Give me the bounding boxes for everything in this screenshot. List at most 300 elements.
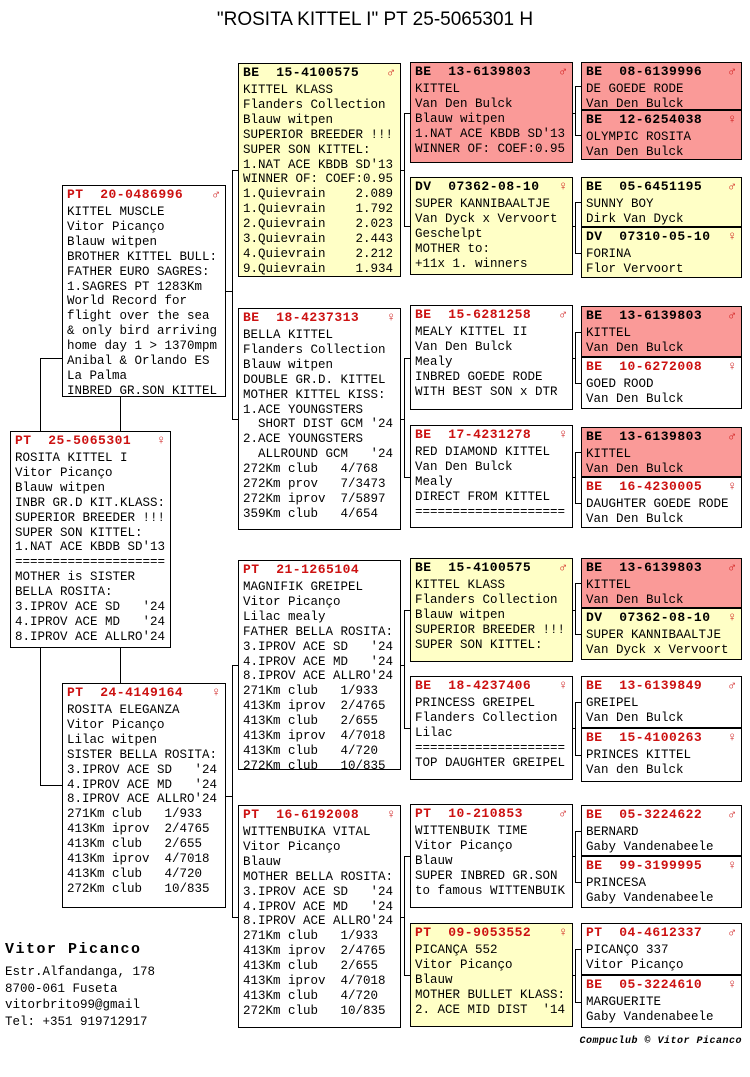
- female-icon: ♀: [728, 112, 736, 127]
- ring-number: BE 15-4100575: [415, 560, 532, 575]
- male-icon: ♂: [212, 187, 220, 202]
- connector-line: [575, 452, 581, 453]
- male-icon: ♂: [728, 925, 736, 940]
- pedigree-line: 413Km club 4/720: [67, 866, 203, 881]
- box-body: [411, 79, 572, 157]
- ring-number: BE 13-6139849: [586, 678, 703, 693]
- pedigree-line: KITTEL KLASS: [415, 578, 506, 592]
- pedigree-line: 8.IPROV ACE ALLRO'24: [243, 914, 394, 929]
- pedigree-box: [581, 477, 742, 528]
- pedigree-line: GREIPEL: [586, 696, 639, 710]
- box-header: [582, 976, 741, 992]
- male-icon: ♂: [728, 560, 736, 575]
- box-body: [582, 822, 741, 855]
- pedigree-line: 272Km iprov 7/5897: [243, 491, 386, 506]
- box-header: [411, 559, 572, 575]
- male-icon: ♂: [559, 806, 567, 821]
- pedigree-line: 413Km iprov 4/7018: [243, 729, 386, 744]
- pedigree-line: home day 1 > 1370mpm: [67, 339, 218, 354]
- box-body: [582, 693, 741, 726]
- female-icon: ♀: [728, 858, 736, 873]
- box-body: [411, 940, 572, 1018]
- pedigree-line: KITTEL: [415, 82, 461, 96]
- box-header: [239, 64, 400, 80]
- connector-line: [575, 702, 576, 755]
- pedigree-box: [581, 306, 742, 357]
- connector-line: [404, 113, 405, 226]
- pedigree-line: flight over the sea: [67, 309, 210, 324]
- connector-line: [575, 86, 581, 87]
- contact-email: vitorbrito99@gmail: [5, 998, 141, 1012]
- box-body: [239, 577, 400, 770]
- connector-line: [575, 332, 576, 383]
- connector-line: [232, 419, 238, 420]
- pedigree-box: [581, 227, 742, 278]
- pedigree-line: DE GOEDE RODE: [586, 82, 684, 96]
- ring-number: BE 16-4230005: [586, 479, 703, 494]
- box-header: [411, 178, 572, 194]
- contact-name: Vitor Picanco: [5, 941, 142, 958]
- ring-number: DV 07362-08-10: [415, 179, 540, 194]
- box-body: [411, 322, 572, 400]
- pedigree-line: SUPER KANNIBAALTJE: [415, 197, 551, 211]
- pedigree-box: [238, 805, 401, 1028]
- connector-line: [404, 113, 410, 114]
- connector-line: [575, 202, 576, 253]
- pedigree-box: [238, 560, 401, 770]
- box-header: [582, 111, 741, 127]
- box-body: [582, 194, 741, 227]
- pedigree-line: Lilac witpen: [67, 732, 158, 747]
- pedigree-line: SUPERIOR BREEDER !!!: [15, 510, 166, 525]
- ring-number: BE 13-6139803: [586, 560, 703, 575]
- ring-number: PT 16-6192008: [243, 807, 360, 822]
- pedigree-line: 413Km club 2/655: [243, 959, 379, 974]
- pedigree-line: 272Km club 10/835: [67, 881, 210, 896]
- connector-line: [404, 358, 410, 359]
- pedigree-line: TOP DAUGHTER GREIPEL: [415, 755, 566, 770]
- box-body: [582, 992, 741, 1025]
- pedigree-line: Blauw witpen: [243, 357, 334, 372]
- box-body: [63, 700, 225, 897]
- pedigree-line: Van Den Bulck: [415, 459, 513, 474]
- ring-number: BE 05-3224622: [586, 807, 703, 822]
- pedigree-line: PRINCESS GREIPEL: [415, 696, 536, 710]
- connector-line: [575, 503, 581, 504]
- pedigree-line: ====================: [15, 555, 166, 570]
- pedigree-line: SUNNY BOY: [586, 197, 654, 211]
- pedigree-box: [238, 63, 401, 277]
- pedigree-line: 271Km club 1/933: [243, 684, 379, 699]
- pedigree-box: [581, 923, 742, 975]
- pedigree-line: 272Km prov 7/3473: [243, 477, 386, 492]
- pedigree-line: 413Km iprov 2/4765: [243, 699, 386, 714]
- box-body: [582, 244, 741, 277]
- box-body: [411, 442, 572, 520]
- pedigree-line: 3.Quievrain 2.443: [243, 232, 394, 247]
- pedigree-line: Van Den Bulck: [586, 511, 684, 526]
- box-body: [411, 693, 572, 771]
- pedigree-line: RED DIAMOND KITTEL: [415, 445, 551, 459]
- pedigree-line: PRINCES KITTEL: [586, 748, 692, 762]
- box-header: [582, 559, 741, 575]
- ring-number: BE 17-4231278: [415, 427, 532, 442]
- connector-line: [575, 702, 581, 703]
- pedigree-line: 413Km iprov 2/4765: [243, 944, 386, 959]
- female-icon: ♀: [387, 807, 395, 822]
- pedigree-line: Flanders Collection: [415, 592, 558, 607]
- pedigree-line: DIRECT FROM KITTEL: [415, 489, 551, 504]
- connector-line: [575, 831, 576, 882]
- pedigree-line: 1.Quievrain 2.089: [243, 187, 394, 202]
- ring-number: BE 13-6139803: [586, 308, 703, 323]
- pedigree-line: 272Km club 10/835: [243, 1003, 386, 1018]
- box-body: [411, 194, 572, 272]
- male-icon: ♂: [728, 179, 736, 194]
- pedigree-line: 359Km club 4/654: [243, 506, 379, 521]
- male-icon: ♂: [728, 308, 736, 323]
- female-icon: ♀: [559, 179, 567, 194]
- pedigree-line: Anibal & Orlando ES: [67, 354, 210, 369]
- connector-line: [575, 755, 581, 756]
- pedigree-box: [581, 558, 742, 608]
- box-header: [411, 306, 572, 322]
- pedigree-line: 413Km club 4/720: [243, 743, 379, 758]
- pedigree-box: [581, 805, 742, 856]
- ring-number: BE 13-6139803: [586, 429, 703, 444]
- connector-line: [575, 253, 581, 254]
- pedigree-line: Geschelpt: [415, 226, 483, 241]
- connector-line: [120, 397, 121, 431]
- pedigree-line: SISTER BELLA ROSITA:: [67, 747, 218, 762]
- pedigree-line: Vitor Picanço: [243, 594, 341, 609]
- pedigree-line: SUPERIOR BREEDER !!!: [243, 127, 394, 142]
- box-header: [239, 561, 400, 577]
- pedigree-line: Blauw witpen: [67, 234, 158, 249]
- connector-line: [575, 583, 576, 634]
- connector-line: [404, 728, 410, 729]
- pedigree-line: 4.IPROV ACE MD '24: [15, 614, 166, 629]
- pedigree-line: 272Km club 10/835: [243, 758, 386, 770]
- box-body: [411, 575, 572, 653]
- ring-number: BE 13-6139803: [415, 64, 532, 79]
- contact-phone: Tel: +351 919712917: [5, 1014, 148, 1029]
- pedigree-line: FATHER BELLA ROSITA:: [243, 624, 394, 639]
- pedigree-line: Van Den Bulck: [586, 461, 684, 476]
- pedigree-line: 2.Quievrain 2.023: [243, 217, 394, 232]
- pedigree-line: DAUGHTER GOEDE RODE: [586, 497, 729, 511]
- pedigree-line: Gaby Vandenabeele: [586, 839, 714, 854]
- connector-line: [232, 917, 238, 918]
- pedigree-line: MOTHER KITTEL KISS:: [243, 387, 386, 402]
- male-icon: ♂: [728, 429, 736, 444]
- box-body: [582, 127, 741, 160]
- male-icon: ♂: [559, 64, 567, 79]
- box-header: [582, 63, 741, 79]
- pedigree-line: KITTEL KLASS: [243, 83, 334, 97]
- pedigree-line: Mealy: [415, 474, 453, 489]
- connector-line: [404, 226, 410, 227]
- pedigree-line: INBR GR.D KIT.KLASS:: [15, 495, 166, 510]
- connector-line: [575, 332, 581, 333]
- box-header: [582, 358, 741, 374]
- page-title: "ROSITA KITTEL I" PT 25-5065301 H: [216, 9, 534, 30]
- pedigree-line: Flanders Collection: [243, 97, 386, 112]
- female-icon: ♀: [728, 977, 736, 992]
- ring-number: PT 24-4149164: [67, 685, 184, 700]
- pedigree-line: Vitor Picanço: [67, 219, 165, 234]
- pedigree-box: [410, 425, 573, 528]
- pedigree-line: 271Km club 1/933: [243, 929, 379, 944]
- connector-line: [120, 648, 121, 683]
- contact-city: 8700-061 Fuseta: [5, 981, 118, 996]
- ring-number: BE 05-6451195: [586, 179, 703, 194]
- pedigree-line: ====================: [415, 504, 566, 519]
- pedigree-line: PICANÇO 337: [586, 943, 669, 957]
- connector-line: [575, 1002, 581, 1003]
- box-header: [63, 186, 225, 202]
- ring-number: PT 09-9053552: [415, 925, 532, 940]
- pedigree-line: Van den Bulck: [586, 762, 684, 777]
- pedigree-line: SUPER INBRED GR.SON: [415, 868, 558, 883]
- pedigree-line: 3.IPROV ACE SD '24: [243, 639, 394, 654]
- pedigree-line: Van Den Bulck: [586, 340, 684, 355]
- pedigree-line: Van Den Bulck: [586, 96, 684, 110]
- pedigree-line: SUPER SON KITTEL:: [415, 637, 543, 652]
- connector-line: [404, 856, 410, 857]
- box-header: [582, 428, 741, 444]
- pedigree-line: 1.ACE YOUNGSTERS: [243, 402, 364, 417]
- pedigree-line: KITTEL: [586, 578, 632, 592]
- pedigree-line: Van Dyck x Vervoort: [415, 211, 558, 226]
- pedigree-box: [10, 431, 171, 648]
- pedigree-box: [581, 975, 742, 1028]
- box-body: [582, 873, 741, 906]
- male-icon: ♂: [728, 64, 736, 79]
- box-body: [582, 575, 741, 608]
- pedigree-line: 8.IPROV ACE ALLRO'24: [243, 669, 394, 684]
- ring-number: BE 10-6272008: [586, 359, 703, 374]
- pedigree-line: Vitor Picanço: [15, 465, 113, 480]
- pedigree-line: Van Den Bulck: [586, 592, 684, 607]
- box-header: [582, 609, 741, 625]
- box-header: [239, 806, 400, 822]
- pedigree-line: 2.ACE YOUNGSTERS: [243, 432, 364, 447]
- pedigree-line: 4.IPROV ACE MD '24: [243, 899, 394, 914]
- pedigree-line: FATHER EURO SAGRES:: [67, 264, 210, 279]
- pedigree-line: 1.Quievrain 1.792: [243, 202, 394, 217]
- pedigree-line: 9.Quievrain 1.934: [243, 261, 394, 276]
- pedigree-line: Gaby Vandenabeele: [586, 1009, 714, 1024]
- pedigree-line: WITH BEST SON x DTR: [415, 384, 558, 399]
- female-icon: ♀: [157, 433, 165, 448]
- pedigree-line: GOED ROOD: [586, 377, 654, 391]
- female-icon: ♀: [559, 678, 567, 693]
- connector-line: [575, 949, 581, 950]
- pedigree-line: Blauw: [243, 854, 281, 869]
- box-body: [582, 323, 741, 356]
- box-body: [582, 79, 741, 110]
- box-header: [63, 684, 225, 700]
- box-header: [239, 309, 400, 325]
- pedigree-line: 3.IPROV ACE SD '24: [243, 884, 394, 899]
- female-icon: ♀: [559, 427, 567, 442]
- pedigree-line: 8.IPROV ACE ALLRO'24: [67, 792, 218, 807]
- ring-number: PT 25-5065301: [15, 433, 132, 448]
- ring-number: DV 07310-05-10: [586, 229, 711, 244]
- pedigree-box: [581, 427, 742, 477]
- pedigree-line: Vitor Picanço: [243, 839, 341, 854]
- pedigree-line: Van Den Bulck: [415, 339, 513, 354]
- box-body: [11, 448, 170, 645]
- ring-number: BE 15-4100575: [243, 65, 360, 80]
- pedigree-line: MARGUERITE: [586, 995, 662, 1009]
- connector-line: [404, 610, 405, 728]
- pedigree-box: [581, 110, 742, 160]
- ring-number: BE 08-6139996: [586, 64, 703, 79]
- pedigree-line: 271Km club 1/933: [67, 807, 203, 822]
- pedigree-line: 1.NAT ACE KBDB SD'13: [415, 126, 566, 141]
- box-header: [411, 677, 572, 693]
- male-icon: ♂: [559, 307, 567, 322]
- pedigree-box: [410, 923, 573, 1027]
- connector-line: [575, 583, 581, 584]
- pedigree-box: [581, 856, 742, 908]
- pedigree-line: Van Den Bulck: [586, 710, 684, 725]
- connector-line: [575, 452, 576, 503]
- pedigree-line: 413Km iprov 4/7018: [243, 974, 386, 989]
- pedigree-box: [581, 728, 742, 782]
- box-header: [582, 806, 741, 822]
- pedigree-box: [581, 608, 742, 660]
- connector-line: [232, 665, 238, 666]
- pedigree-line: 413Km club 2/655: [243, 714, 379, 729]
- female-icon: ♀: [387, 310, 395, 325]
- pedigree-line: Blauw witpen: [243, 112, 334, 127]
- pedigree-line: Blauw: [415, 972, 453, 987]
- pedigree-line: MAGNIFIK GREIPEL: [243, 580, 364, 594]
- female-icon: ♀: [212, 685, 220, 700]
- ring-number: BE 18-4237406: [415, 678, 532, 693]
- ring-number: DV 07362-08-10: [586, 610, 711, 625]
- pedigree-box: [410, 804, 573, 908]
- box-header: [582, 307, 741, 323]
- connector-line: [404, 610, 410, 611]
- box-header: [411, 805, 572, 821]
- pedigree-line: Vitor Picanço: [586, 957, 684, 972]
- box-header: [582, 228, 741, 244]
- pedigree-line: 4.Quievrain 2.212: [243, 246, 394, 261]
- pedigree-line: Blauw witpen: [15, 480, 106, 495]
- pedigree-line: & only bird arriving: [67, 324, 218, 339]
- ring-number: BE 15-4100263: [586, 730, 703, 745]
- pedigree-box: [581, 357, 742, 409]
- pedigree-line: OLYMPIC ROSITA: [586, 130, 692, 144]
- box-header: [582, 924, 741, 940]
- pedigree-box: [62, 185, 226, 397]
- pedigree-line: Flanders Collection: [243, 342, 386, 357]
- male-icon: ♂: [728, 678, 736, 693]
- box-body: [582, 494, 741, 527]
- box-body: [411, 821, 572, 899]
- box-header: [582, 478, 741, 494]
- contact-block: [5, 941, 155, 1030]
- pedigree-line: BERNARD: [586, 825, 639, 839]
- pedigree-line: 413Km club 4/720: [243, 988, 379, 1003]
- pedigree-line: Vitor Picanço: [67, 717, 165, 732]
- pedigree-line: WITTENBUIKA VITAL: [243, 825, 371, 839]
- connector-line: [40, 785, 62, 786]
- ring-number: PT 21-1265104: [243, 562, 360, 577]
- ring-number: PT 04-4612337: [586, 925, 703, 940]
- pedigree-line: Van Den Bulck: [586, 391, 684, 406]
- pedigree-box: [410, 62, 573, 163]
- pedigree-line: SUPERIOR BREEDER !!!: [415, 622, 566, 637]
- connector-line: [404, 975, 410, 976]
- pedigree-line: Vitor Picanço: [415, 838, 513, 853]
- box-body: [582, 444, 741, 477]
- connector-line: [40, 358, 62, 359]
- female-icon: ♀: [728, 229, 736, 244]
- pedigree-line: SUPER SON KITTEL:: [243, 142, 371, 157]
- pedigree-line: Blauw witpen: [415, 111, 506, 126]
- pedigree-line: ALLROUND GCM '24: [243, 447, 394, 462]
- pedigree-line: INBRED GR.SON KITTEL: [67, 383, 218, 397]
- ring-number: BE 05-3224610: [586, 977, 703, 992]
- connector-line: [575, 383, 581, 384]
- pedigree-line: 1.SAGRES PT 1283Km: [67, 279, 203, 294]
- box-header: [411, 63, 572, 79]
- pedigree-box: [410, 558, 573, 662]
- pedigree-line: Flanders Collection: [415, 710, 558, 725]
- ring-number: PT 20-0486996: [67, 187, 184, 202]
- pedigree-line: MEALY KITTEL II: [415, 325, 528, 339]
- ring-number: BE 12-6254038: [586, 112, 703, 127]
- pedigree-line: 1.NAT ACE KBDB SD'13: [15, 540, 166, 555]
- pedigree-box: [238, 308, 401, 530]
- pedigree-line: BELLA ROSITA:: [15, 585, 113, 600]
- pedigree-line: PRINCESA: [586, 876, 647, 890]
- box-header: [411, 924, 572, 940]
- pedigree-line: MOTHER BULLET KLASS:: [415, 987, 566, 1002]
- pedigree-line: Van Den Bulck: [415, 96, 513, 111]
- pedigree-line: World Record for: [67, 294, 188, 309]
- pedigree-line: BROTHER KITTEL BULL:: [67, 249, 218, 264]
- pedigree-line: 4.IPROV ACE MD '24: [243, 654, 394, 669]
- connector-line: [232, 665, 233, 917]
- pedigree-line: Vitor Picanço: [415, 957, 513, 972]
- pedigree-line: SUPER KANNIBAALTJE: [586, 628, 722, 642]
- pedigree-line: 272Km club 4/768: [243, 462, 379, 477]
- box-header: [11, 432, 170, 448]
- connector-line: [575, 202, 581, 203]
- pedigree-line: MOTHER to:: [415, 241, 491, 256]
- ring-number: BE 18-4237313: [243, 310, 360, 325]
- contact-address: Estr.Alfandanga, 178: [5, 965, 156, 979]
- female-icon: ♀: [559, 925, 567, 940]
- box-body: [582, 940, 741, 973]
- pedigree-box: [581, 177, 742, 227]
- pedigree-box: [410, 676, 573, 780]
- pedigree-line: Van Dyck x Vervoort: [586, 642, 729, 657]
- pedigree-line: 413Km iprov 4/7018: [67, 852, 210, 867]
- connector-line: [232, 170, 233, 419]
- pedigree-line: ====================: [415, 740, 566, 755]
- connector-line: [404, 358, 405, 477]
- box-body: [582, 374, 741, 407]
- ring-number: PT 10-210853: [415, 806, 523, 821]
- pedigree-line: MOTHER BELLA ROSITA:: [243, 869, 394, 884]
